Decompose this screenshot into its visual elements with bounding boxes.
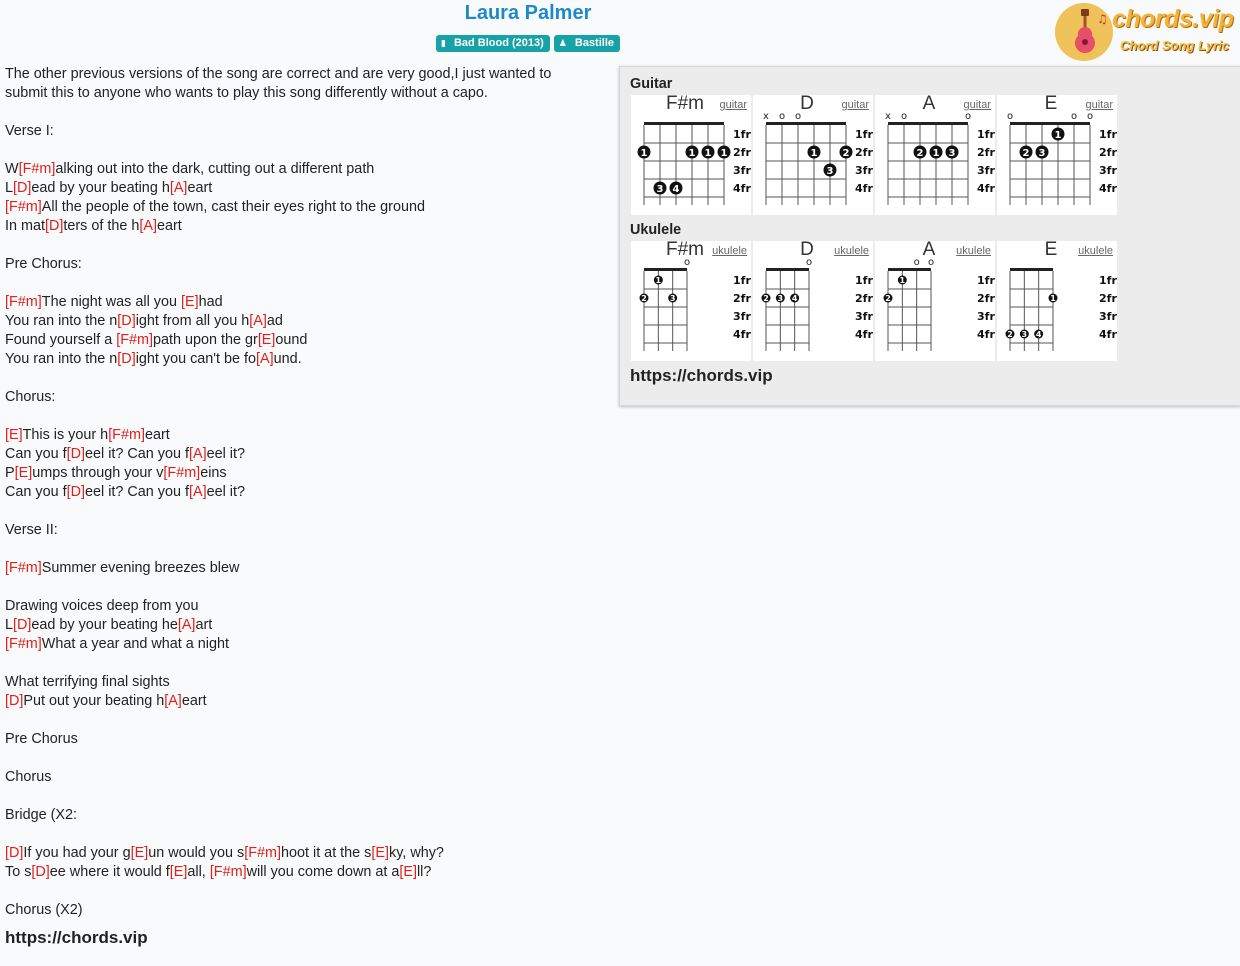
instrument-link[interactable]: guitar [719,99,747,111]
chord-marker[interactable]: [D] [66,484,85,500]
chord-marker[interactable]: [D] [31,864,50,880]
fret-label: 3fr [977,164,995,177]
lyric-text: W [5,161,19,177]
lyric-text: ters of the h [63,218,140,234]
lyric-line [5,502,605,521]
fret-label: 3fr [1099,164,1117,177]
lyric-line [5,540,605,559]
site-url-panel[interactable]: https://chords.vip [630,366,773,385]
book-icon: ▮ [440,38,446,48]
lyric-text: Pre Chorus: [5,256,82,272]
lyric-text: eel it? [206,446,246,462]
lyric-text: Found yourself a [5,332,117,348]
chord-marker[interactable]: [D] [13,617,32,633]
finger-number: 2 [1022,148,1030,159]
chord-marker[interactable]: [F#m] [244,845,281,861]
finger-number: 1 [899,276,906,285]
artist-tag[interactable] [554,35,620,52]
lyric-text: Can you f [5,484,67,500]
finger-number: 1 [688,148,696,159]
lyric-lines [5,65,605,920]
lyric-line [5,445,605,464]
finger-number: 2 [1007,330,1013,339]
lyric-text: umps through your v [32,465,164,481]
chord-marker[interactable]: [D] [45,218,64,234]
finger-number: 3 [656,184,664,195]
lyric-text: ad [266,313,283,329]
lyric-text: eel it? Can you f [85,484,189,500]
ukulele-heading: Ukulele [630,222,682,238]
lyric-text: Can you f [5,446,67,462]
lyric-line [5,901,605,920]
lyric-line [5,825,605,844]
fret-label: 1fr [733,274,751,287]
lyric-text: hoot it at the s [280,845,372,861]
chord-marker[interactable]: [D] [66,446,85,462]
fret-label: 3fr [733,310,751,323]
lyric-text: had [198,294,223,310]
lyric-line [5,388,605,407]
lyric-line [5,711,605,730]
lyric-line [5,768,605,787]
lyric-line [5,84,605,103]
lyric-text: This is your h [22,427,109,443]
lyric-line [5,369,605,388]
lyric-text: und. [273,351,302,367]
lyric-line [5,692,605,711]
fret-label: 3fr [1099,310,1117,323]
finger-number: 4 [1035,330,1042,339]
lyric-line [5,312,605,331]
lyric-line [5,255,605,274]
ukulele-chord-d[interactable] [753,241,873,361]
fret-label: 1fr [977,274,995,287]
album-tag-label: Bad Blood (2013) [453,37,544,49]
chord-marker[interactable]: [F#m] [5,560,42,576]
chord-marker[interactable]: [E] [257,332,276,348]
chord-marker[interactable]: [A] [169,180,188,196]
chord-marker[interactable]: [A] [164,693,182,709]
finger-number: 1 [655,276,662,285]
lyric-line [5,597,605,616]
chord-marker[interactable]: [A] [189,446,207,462]
lyric-text: alking out into the dark, cutting out a different path [55,161,375,177]
lyric-text: ound [275,332,308,348]
lyric-text: ee where it would f [49,864,170,880]
lyric-line [5,787,605,806]
finger-number: 3 [777,294,784,303]
finger-number: 3 [826,166,834,177]
lyric-line [5,863,605,882]
lyric-text: All the people of the town, cast their eyes right to the ground [41,199,425,215]
guitar-chord-d[interactable] [753,95,873,215]
open-string-marker: o [805,257,813,268]
fret-label: 4fr [733,328,751,341]
lyric-text: If you had your g [23,845,131,861]
lyric-text: P [5,465,15,481]
lyric-text: eart [181,693,207,709]
lyric-text: In mat [5,218,45,234]
fret-label: 2fr [977,146,995,159]
lyric-line [5,578,605,597]
chord-marker[interactable]: [D] [5,693,24,709]
lyric-text: Put out your beating h [23,693,165,709]
chord-marker[interactable]: [A] [139,218,157,234]
chord-marker[interactable]: [D] [117,351,136,367]
lyric-line [5,730,605,749]
chord-name: D [800,239,814,260]
lyric-line [5,749,605,768]
lyric-line [5,103,605,122]
chord-marker[interactable]: [F#m] [163,465,201,481]
lyric-text: L [5,180,14,196]
guitar-logo-icon [1055,3,1113,61]
instrument-link[interactable]: ukulele [712,245,747,257]
open-string-marker: o [913,257,920,268]
lyric-line [5,331,605,350]
lyric-line [5,806,605,825]
lyric-text: will you come down at a [246,864,400,880]
lyric-text: To s [5,864,32,880]
chord-marker[interactable]: [E] [371,845,389,861]
finger-number: 2 [641,294,647,303]
lyrics-body [5,65,605,947]
lyric-text: ead by your beating h [31,180,170,196]
lyric-text: Pre Chorus [5,731,78,747]
chord-marker[interactable]: [F#m] [5,199,42,215]
lyric-text: Chorus: [5,389,56,405]
chord-marker[interactable]: [F#m] [5,294,42,310]
lyric-line [5,559,605,578]
finger-number: 1 [1050,294,1056,303]
chord-marker[interactable]: [F#m] [108,427,145,443]
chord-marker[interactable]: [F#m] [116,332,153,348]
open-string-marker: o [778,111,786,122]
site-logo[interactable] [1054,3,1236,63]
instrument-link[interactable]: ukulele [956,245,991,257]
user-icon: ♟ [558,38,567,48]
chord-name: F#m [666,239,704,260]
ukulele-chord-a[interactable] [875,241,995,361]
lyric-line [5,464,605,483]
lyric-text: ead by your beating he [31,617,178,633]
song-title: Laura Palmer [464,2,592,24]
chord-marker[interactable]: [D] [5,845,24,861]
chord-marker[interactable]: [E] [14,465,33,481]
lyric-text: The other previous versions of the song are correct and are very good,I just wanted to [5,66,552,82]
fret-label: 4fr [733,182,751,195]
fret-label: 2fr [733,292,751,305]
fret-label: 2fr [855,146,873,159]
finger-number: 2 [885,294,891,303]
open-string-marker: o [683,257,691,268]
lyric-text: ight from all you h [135,313,250,329]
chord-marker[interactable]: [E] [130,845,149,861]
lyric-text: all, [187,864,210,880]
lyric-text: art [195,617,213,633]
lyric-text: Chorus (X2) [5,902,83,918]
fret-label: 1fr [855,274,873,287]
logo-tagline: Chord Song Lyric [1120,38,1230,53]
fret-label: 4fr [977,182,995,195]
lyric-text: submit this to anyone who wants to play this song differently without a capo. [5,85,488,101]
fret-label: 3fr [855,164,873,177]
lyric-text: L [5,617,14,633]
finger-number: 3 [1021,330,1028,339]
finger-number: 1 [810,148,818,159]
lyric-text: What terrifying final sights [5,674,170,690]
lyric-text: ky, why? [389,845,444,861]
chord-marker[interactable]: [E] [169,864,188,880]
lyric-text: Bridge (X2: [5,807,77,823]
lyric-text: ll? [416,864,432,880]
lyric-line [5,236,605,255]
chord-marker[interactable]: [A] [177,617,196,633]
chord-marker[interactable]: [F#m] [5,636,42,652]
chord-name: A [922,93,936,114]
guitar-chord-a[interactable] [875,95,995,215]
guitar-heading: Guitar [630,76,673,92]
finger-number: 4 [672,184,680,195]
lyric-line [5,844,605,863]
lyric-line [5,616,605,635]
lyric-line [5,882,605,901]
finger-number: 1 [932,148,940,159]
fret-label: 2fr [1099,292,1117,305]
chord-marker[interactable]: [E] [180,294,199,310]
open-string-marker: o [964,111,972,122]
chord-marker[interactable]: [F#m] [209,864,247,880]
fret-label: 1fr [1099,128,1117,141]
album-tag[interactable] [436,35,550,52]
lyric-line [5,483,605,502]
lyric-text: Drawing voices deep from you [5,598,199,614]
lyric-text: eart [144,427,170,443]
finger-number: 1 [720,148,728,159]
chord-panel [619,66,1240,406]
lyric-text: What a year and what a night [41,636,229,652]
lyric-text: Summer evening breezes blew [41,560,240,576]
fret-label: 3fr [977,310,995,323]
finger-number: 3 [1038,148,1046,159]
lyric-line [5,274,605,293]
lyric-text: eins [200,465,227,481]
fret-label: 4fr [1099,182,1117,195]
lyric-line [5,122,605,141]
ukulele-chord-fsharpm[interactable] [631,241,751,361]
chord-marker[interactable]: [A] [249,313,267,329]
ukulele-chord-e[interactable] [997,241,1117,361]
finger-number: 2 [842,148,850,159]
fret-label: 1fr [733,128,751,141]
fret-label: 1fr [1099,274,1117,287]
lyric-text: ight you can't be fo [135,351,257,367]
logo-wordmark: chords.vip [1112,5,1234,33]
fret-label: 1fr [855,128,873,141]
lyric-line [5,141,605,160]
fret-label: 2fr [855,292,873,305]
instrument-link[interactable]: ukulele [1078,245,1113,257]
finger-number: 2 [916,148,924,159]
open-string-marker: o [794,111,802,122]
lyric-text: eel it? [206,484,246,500]
fret-label: 4fr [855,182,873,195]
lyric-text: Chorus [5,769,52,785]
chord-marker[interactable]: [E] [5,427,23,443]
lyric-text: You ran into the n [5,351,118,367]
lyric-text: Verse II: [5,522,58,538]
lyric-text: You ran into the n [5,313,118,329]
muted-string-marker: x [763,111,769,122]
finger-number: 4 [791,294,798,303]
fret-label: 4fr [1099,328,1117,341]
finger-number: 3 [948,148,956,159]
finger-number: 1 [640,148,648,159]
open-string-marker: o [1006,111,1014,122]
open-string-marker: o [900,111,908,122]
finger-number: 2 [763,294,769,303]
guitar-chord-fsharpm[interactable] [631,95,751,215]
instrument-link[interactable]: ukulele [834,245,869,257]
lyric-line [5,673,605,692]
finger-number: 1 [1054,130,1062,141]
chord-name: E [1044,239,1058,260]
instrument-link[interactable]: guitar [1085,99,1113,111]
open-string-marker: o [1070,111,1078,122]
lyric-text: Verse I: [5,123,54,139]
fret-label: 2fr [977,292,995,305]
muted-string-marker: x [885,111,891,122]
guitar-chord-e[interactable] [997,95,1117,215]
lyric-line [5,217,605,236]
fret-label: 4fr [977,328,995,341]
lyric-line [5,160,605,179]
lyric-line [5,635,605,654]
fret-label: 3fr [733,164,751,177]
lyric-line [5,179,605,198]
chord-marker[interactable]: [A] [189,484,207,500]
lyric-text: path upon the gr [152,332,258,348]
tag-bar [0,35,1056,52]
chord-marker[interactable]: [D] [117,313,136,329]
lyric-text: The night was all you [41,294,181,310]
lyric-text: eart [187,180,213,196]
instrument-link[interactable]: guitar [963,99,991,111]
site-url-bottom[interactable]: https://chords.vip [5,928,148,947]
lyric-line [5,198,605,217]
lyric-text: un would you s [148,845,245,861]
instrument-link[interactable]: guitar [841,99,869,111]
finger-number: 1 [704,148,712,159]
lyric-text: eel it? Can you f [85,446,189,462]
lyric-line [5,293,605,312]
fret-label: 4fr [855,328,873,341]
chord-marker[interactable]: [E] [399,864,417,880]
lyric-line [5,407,605,426]
fret-label: 3fr [855,310,873,323]
chord-name: E [1044,93,1058,114]
lyric-line [5,654,605,673]
lyric-line [5,350,605,369]
chord-marker[interactable]: [F#m] [18,161,56,177]
lyric-line [5,521,605,540]
fret-label: 2fr [733,146,751,159]
lyric-line [5,65,605,84]
open-string-marker: o [927,257,935,268]
svg-text:♫: ♫ [1097,12,1108,26]
lyric-line [5,426,605,445]
chord-name: F#m [666,93,704,114]
chord-name: A [922,239,936,260]
chord-marker[interactable]: [D] [13,180,32,196]
artist-tag-label: Bastille [574,37,615,49]
lyric-text: eart [157,218,182,234]
fret-label: 2fr [1099,146,1117,159]
fret-label: 1fr [977,128,995,141]
finger-number: 3 [669,294,676,303]
chord-marker[interactable]: [A] [256,351,274,367]
open-string-marker: o [1086,111,1094,122]
chord-name: D [800,93,814,114]
